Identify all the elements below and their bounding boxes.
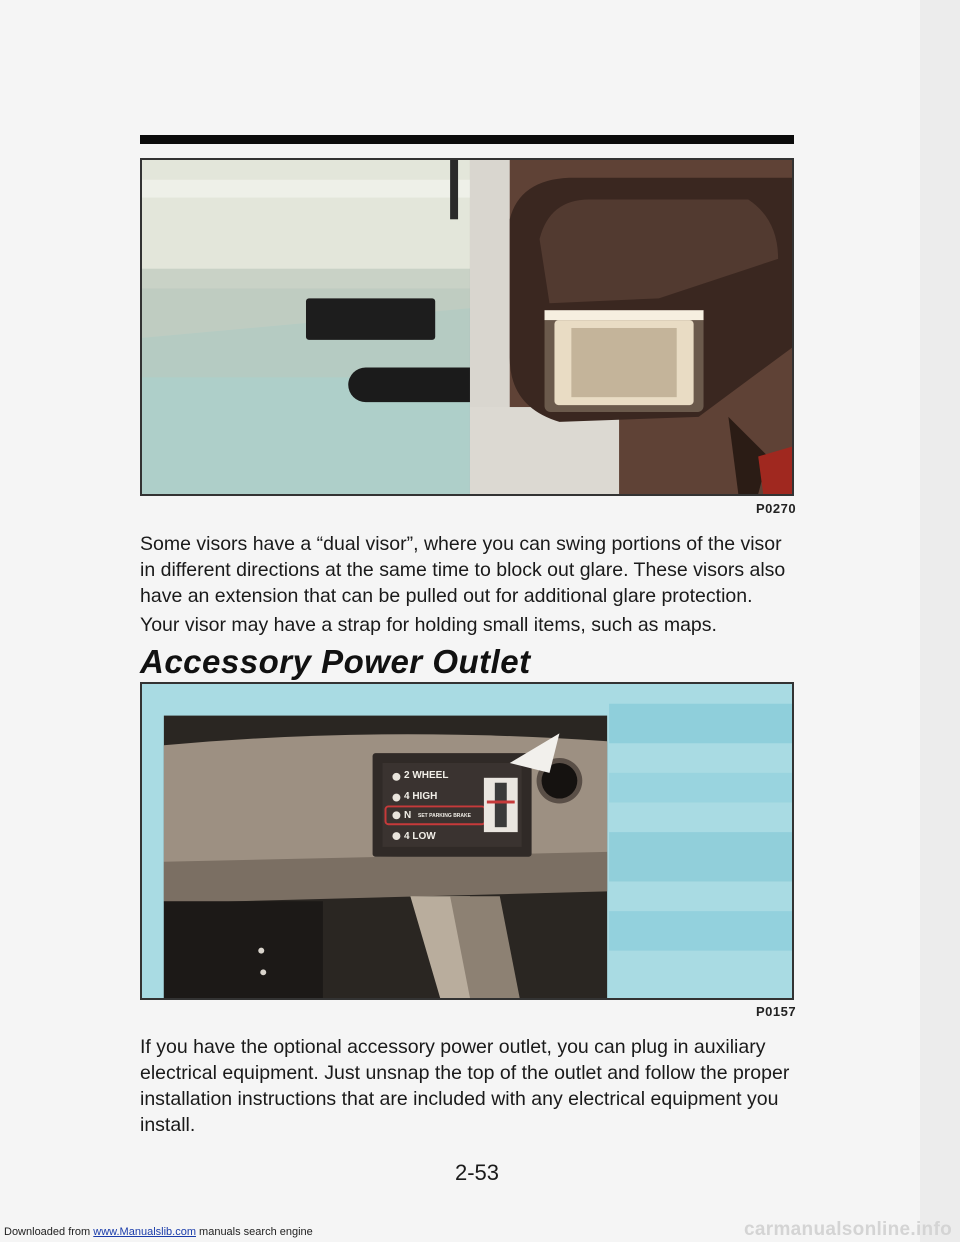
section-heading: Accessory Power Outlet — [140, 643, 531, 680]
label-set-parking-brake: SET PARKING BRAKE — [418, 813, 471, 819]
label-2wheel: 2 WHEEL — [404, 770, 449, 781]
photo-code-label: P0270 — [756, 501, 797, 516]
power-outlet-photo — [140, 682, 794, 1000]
sun-visor-photo — [140, 158, 794, 496]
page-number: 2-53 — [454, 1160, 500, 1185]
label-neutral: N — [404, 810, 412, 821]
top-rule — [140, 135, 794, 144]
photo-code-label: P0157 — [756, 1004, 797, 1019]
power-outlet-paragraph: If you have the optional accessory power outlet, you can plug in auxiliary electrical equipment. Just unsnap the top of the outlet and follow the proper installation instructions that are included with any electrical equipment you install. — [140, 1036, 790, 1136]
manualslib-link[interactable]: www.Manualslib.com — [93, 1226, 196, 1238]
visor-strap-paragraph: Your visor may have a strap for holding small items, such as maps. — [140, 614, 717, 636]
download-footer — [4, 1226, 313, 1238]
footer-prefix: Downloaded from — [4, 1226, 94, 1238]
page-edge — [920, 0, 960, 1242]
label-4low: 4 LOW — [404, 831, 436, 842]
dual-visor-paragraph: Some visors have a “dual visor”, where you can swing portions of the visor in different directions at the same time to block out glare. These visors also have an extension that can be pulled out for additional glare protection. — [140, 533, 786, 607]
label-4high: 4 HIGH — [404, 791, 438, 802]
footer-suffix: manuals search engine — [195, 1226, 313, 1238]
watermark: carmanualsonline.info — [744, 1219, 952, 1240]
